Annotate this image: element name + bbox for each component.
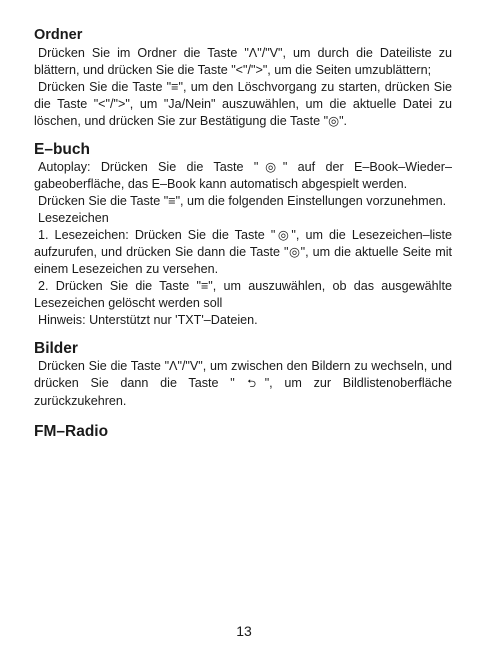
bilder-paragraph-1 — [34, 358, 452, 410]
ebuch-paragraph-6: Hinweis: Unterstützt nur 'TXT'–Dateien. — [38, 313, 258, 327]
ebuch-paragraph-1: Autoplay: Drücken Sie die Taste "◎" auf der E–Book–Wieder–gabeoberfläche, das E–Book kann automatisch abgespielt werden. — [34, 160, 452, 191]
document-page — [34, 26, 452, 441]
section-ebuch — [34, 140, 452, 329]
ebuch-paragraph-2: Drücken Sie die Taste "≡", um die folgenden Einstellungen vorzunehmen. — [38, 194, 447, 208]
page-number: 13 — [236, 623, 252, 639]
ebuch-paragraph-3: Lesezeichen — [38, 211, 109, 225]
heading-bilder: Bilder — [34, 340, 78, 357]
return-icon: ⮌ — [247, 378, 257, 390]
bilder-text-before: Drücken Sie die Taste "Λ"/"V", um zwischen den Bildern zu wechseln, und drücken Sie dann die Taste " — [34, 359, 452, 390]
ebuch-paragraph-5: 2. Drücken Sie die Taste "≡", um auszuwählen, ob das ausgewählte Lesezeichen gelöscht werden soll — [34, 279, 452, 310]
section-ordner — [34, 26, 452, 130]
section-bilder — [34, 339, 452, 410]
heading-ordner: Ordner — [34, 27, 83, 43]
heading-ebuch: E–buch — [34, 141, 90, 158]
section-fmradio — [34, 422, 452, 441]
ordner-paragraph-1: Drücken Sie im Ordner die Taste "Λ"/"V", um durch die Dateiliste zu blättern, und drücken Sie die Taste "<"/">", um die Seiten umzublättern; — [34, 46, 452, 77]
bilder-text-after: ", um zur Bildlistenoberfläche zurückzukehren. — [34, 376, 452, 408]
heading-fmradio: FM–Radio — [34, 423, 109, 440]
ordner-paragraph-2: Drücken Sie die Taste "≡", um den Löschvorgang zu starten, drücken Sie die Taste "<"/">", um "Ja/Nein" auszuwählen, um die aktuelle Datei zu löschen, und drücken Sie zur Bestätigung die Taste "◎". — [34, 80, 452, 128]
ebuch-paragraph-4: 1. Lesezeichen: Drücken Sie die Taste "◎", um die Lesezeichen–liste aufzurufen, und drücken Sie dann die Taste "◎", um die aktuelle Seite mit einem Lesezeichen zu versehen. — [34, 228, 452, 276]
